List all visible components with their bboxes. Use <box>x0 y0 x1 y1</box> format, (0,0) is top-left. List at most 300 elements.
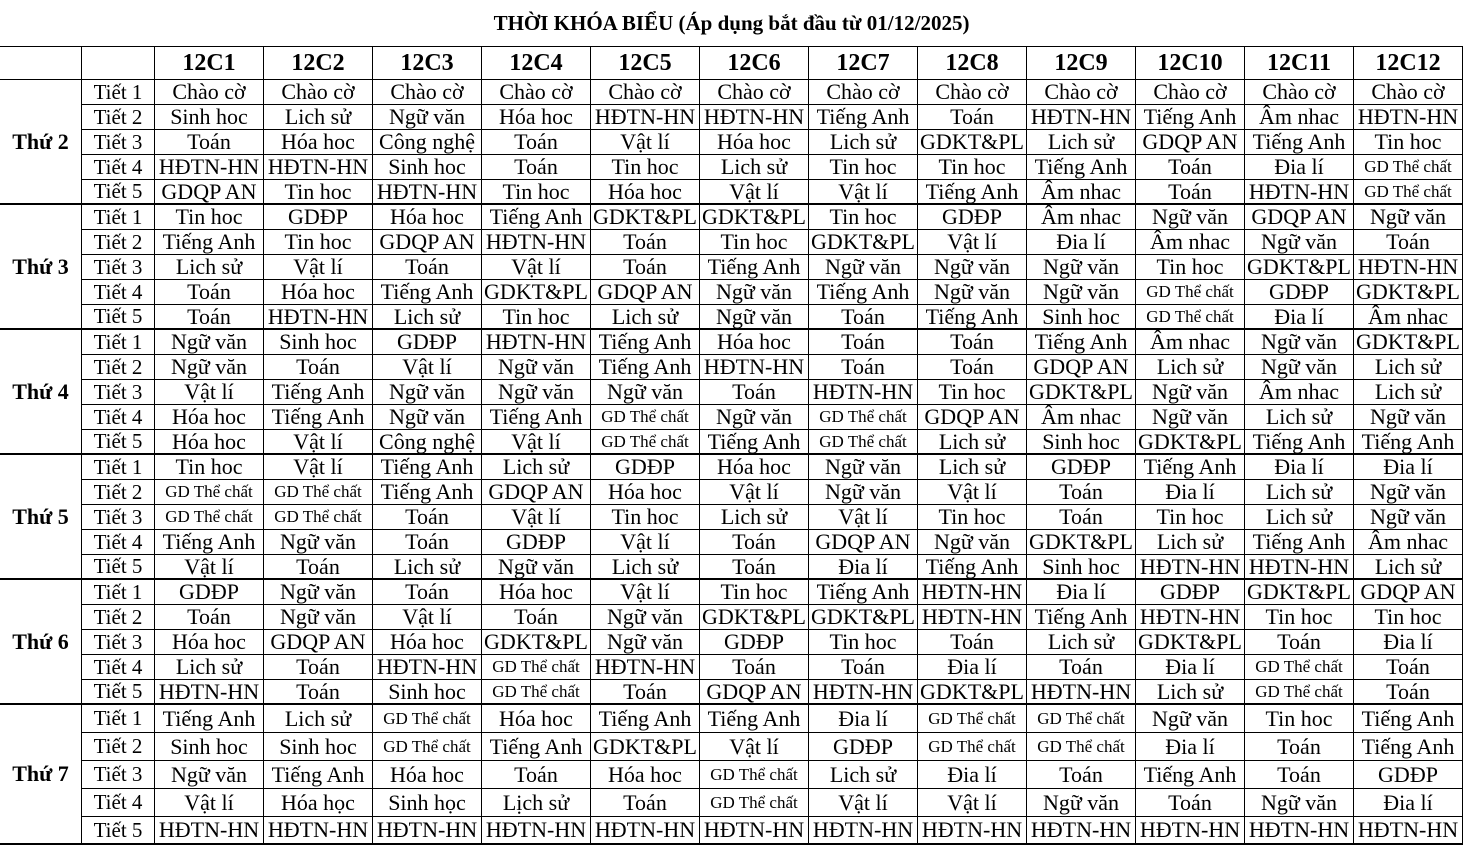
subject-cell: Ngữ văn <box>482 380 591 405</box>
subject-cell: HĐTN-HN <box>482 330 591 355</box>
subject-cell: Hóa hoc <box>482 105 591 130</box>
subject-cell: GDĐP <box>482 530 591 555</box>
subject-cell: GDQP AN <box>155 180 264 205</box>
subject-cell: Vật lí <box>482 255 591 280</box>
subject-cell: Vật lí <box>155 555 264 580</box>
subject-cell: Toán <box>155 305 264 330</box>
subject-cell: Tiếng Anh <box>918 305 1027 330</box>
subject-cell: Toán <box>809 330 918 355</box>
subject-cell: Lich sử <box>155 255 264 280</box>
class-header: 12C11 <box>1245 47 1354 80</box>
subject-cell: Lich sử <box>1027 630 1136 655</box>
subject-cell: Tin hoc <box>264 180 373 205</box>
subject-cell: Tin hoc <box>918 155 1027 180</box>
subject-cell: Tiếng Anh <box>1136 105 1245 130</box>
subject-cell: GDKT&PL <box>809 230 918 255</box>
subject-cell: HĐTN-HN <box>155 817 264 845</box>
subject-cell: Tin hoc <box>1245 705 1354 733</box>
subject-cell: Lich sử <box>591 555 700 580</box>
period-label: Tiết 3 <box>82 630 155 655</box>
subject-cell: Tiếng Anh <box>809 280 918 305</box>
subject-cell: GDQP AN <box>1354 580 1463 605</box>
subject-cell: GDKT&PL <box>1354 280 1463 305</box>
subject-cell: GD Thể chất <box>373 705 482 733</box>
subject-cell: Hóa hoc <box>482 705 591 733</box>
subject-cell: Sinh hoc <box>373 155 482 180</box>
subject-cell: Toán <box>700 530 809 555</box>
subject-cell: GDKT&PL <box>1245 255 1354 280</box>
subject-cell: Tiếng Anh <box>1354 733 1463 761</box>
subject-cell: GDQP AN <box>1027 355 1136 380</box>
subject-cell: Toán <box>918 105 1027 130</box>
subject-cell: Âm nhac <box>1136 330 1245 355</box>
subject-cell: Chào cờ <box>1136 80 1245 105</box>
class-header: 12C9 <box>1027 47 1136 80</box>
subject-cell: Tin hoc <box>700 580 809 605</box>
subject-cell: Lich sử <box>1136 680 1245 705</box>
subject-cell: Ngữ văn <box>1245 330 1354 355</box>
subject-cell: GD Thể chất <box>482 680 591 705</box>
subject-cell: Hóa hoc <box>155 630 264 655</box>
subject-cell: Toán <box>264 655 373 680</box>
subject-cell: Toán <box>809 355 918 380</box>
subject-cell: GDĐP <box>373 330 482 355</box>
subject-cell: Tiếng Anh <box>809 105 918 130</box>
subject-cell: Toán <box>918 355 1027 380</box>
subject-cell: Tiếng Anh <box>1027 605 1136 630</box>
subject-cell: Tiếng Anh <box>155 230 264 255</box>
subject-cell: Toán <box>155 605 264 630</box>
subject-cell: Hóa hoc <box>591 180 700 205</box>
subject-cell: Ngữ văn <box>918 530 1027 555</box>
subject-cell: HĐTN-HN <box>1027 105 1136 130</box>
class-header: 12C12 <box>1354 47 1463 80</box>
subject-cell: Đia lí <box>1354 455 1463 480</box>
period-label: Tiết 4 <box>82 655 155 680</box>
subject-cell: Tiếng Anh <box>155 705 264 733</box>
subject-cell: Tiếng Anh <box>1354 705 1463 733</box>
subject-cell: Sinh hoc <box>155 105 264 130</box>
subject-cell: GD Thể chất <box>1136 305 1245 330</box>
subject-cell: Đia lí <box>1027 580 1136 605</box>
subject-cell: Hóa hoc <box>155 405 264 430</box>
subject-cell: Âm nhac <box>1027 180 1136 205</box>
subject-cell: Ngữ văn <box>809 455 918 480</box>
subject-cell: Toán <box>918 330 1027 355</box>
subject-cell: Tin hoc <box>918 380 1027 405</box>
period-label: Tiết 2 <box>82 230 155 255</box>
subject-cell: Tin hoc <box>591 505 700 530</box>
class-header: 12C4 <box>482 47 591 80</box>
subject-cell: GDKT&PL <box>918 680 1027 705</box>
subject-cell: Toán <box>1354 680 1463 705</box>
subject-cell: Ngữ văn <box>1136 205 1245 230</box>
subject-cell: Tin hoc <box>1354 605 1463 630</box>
period-label: Tiết 3 <box>82 380 155 405</box>
subject-cell: Hóa hoc <box>591 480 700 505</box>
period-label: Tiết 3 <box>82 130 155 155</box>
subject-cell: HĐTN-HN <box>591 105 700 130</box>
subject-cell: GD Thể chất <box>1136 280 1245 305</box>
subject-cell: HĐTN-HN <box>1245 555 1354 580</box>
subject-cell: GDKT&PL <box>918 130 1027 155</box>
period-label: Tiết 5 <box>82 817 155 845</box>
subject-cell: GD Thể chất <box>155 480 264 505</box>
subject-cell: Chào cờ <box>591 80 700 105</box>
subject-cell: GDKT&PL <box>700 205 809 230</box>
subject-cell: Toán <box>482 761 591 789</box>
subject-cell: GDKT&PL <box>1027 530 1136 555</box>
subject-cell: Đia lí <box>1027 230 1136 255</box>
subject-cell: Tin hoc <box>1354 130 1463 155</box>
subject-cell: Hóa học <box>264 789 373 817</box>
period-label: Tiết 4 <box>82 280 155 305</box>
subject-cell: Lich sử <box>809 761 918 789</box>
subject-cell: Ngữ văn <box>1245 789 1354 817</box>
class-header: 12C5 <box>591 47 700 80</box>
subject-cell: Ngữ văn <box>1354 480 1463 505</box>
subject-cell: HĐTN-HN <box>700 817 809 845</box>
subject-cell: Chào cờ <box>809 80 918 105</box>
subject-cell: Toán <box>700 380 809 405</box>
subject-cell: GD Thể chất <box>1354 155 1463 180</box>
subject-cell: Ngữ văn <box>1136 380 1245 405</box>
subject-cell: Toán <box>1354 230 1463 255</box>
class-header: 12C6 <box>700 47 809 80</box>
subject-cell: HĐTN-HN <box>591 655 700 680</box>
day-label: Thứ 3 <box>0 205 82 330</box>
subject-cell: Tin hoc <box>155 205 264 230</box>
subject-cell: Toán <box>373 255 482 280</box>
subject-cell: GDKT&PL <box>1245 580 1354 605</box>
subject-cell: Toán <box>1245 733 1354 761</box>
subject-cell: Tiếng Anh <box>700 705 809 733</box>
subject-cell: Vật lí <box>809 505 918 530</box>
subject-cell: HĐTN-HN <box>700 355 809 380</box>
subject-cell: GDKT&PL <box>1354 330 1463 355</box>
day-label: Thứ 5 <box>0 455 82 580</box>
subject-cell: Tiếng Anh <box>482 733 591 761</box>
subject-cell: HĐTN-HN <box>809 380 918 405</box>
subject-cell: Đia lí <box>1354 789 1463 817</box>
subject-cell: Tin hoc <box>809 630 918 655</box>
subject-cell: GDQP AN <box>700 680 809 705</box>
period-label: Tiết 3 <box>82 761 155 789</box>
subject-cell: GDKT&PL <box>700 605 809 630</box>
subject-cell: Vật lí <box>591 580 700 605</box>
subject-cell: Vật lí <box>373 605 482 630</box>
subject-cell: Âm nhac <box>1027 405 1136 430</box>
subject-cell: Toán <box>1136 789 1245 817</box>
subject-cell: Tiếng Anh <box>264 380 373 405</box>
subject-cell: Toán <box>264 680 373 705</box>
subject-cell: GDKT&PL <box>482 630 591 655</box>
subject-cell: Toán <box>1354 655 1463 680</box>
subject-cell: Tiếng Anh <box>1245 130 1354 155</box>
subject-cell: Lich sử <box>700 505 809 530</box>
subject-cell: GD Thể chất <box>1027 705 1136 733</box>
subject-cell: HĐTN-HN <box>1027 680 1136 705</box>
subject-cell: HĐTN-HN <box>1354 105 1463 130</box>
subject-cell: Toán <box>591 230 700 255</box>
subject-cell: Toán <box>1136 180 1245 205</box>
subject-cell: Toán <box>373 530 482 555</box>
subject-cell: Vật lí <box>264 455 373 480</box>
subject-cell: Tiếng Anh <box>1136 761 1245 789</box>
subject-cell: GDĐP <box>700 630 809 655</box>
subject-cell: GD Thể chất <box>1245 655 1354 680</box>
subject-cell: Tiếng Anh <box>373 480 482 505</box>
subject-cell: Toán <box>482 155 591 180</box>
subject-cell: HĐTN-HN <box>373 655 482 680</box>
subject-cell: Tiếng Anh <box>264 405 373 430</box>
subject-cell: Ngữ văn <box>264 605 373 630</box>
day-label: Thứ 7 <box>0 705 82 845</box>
subject-cell: Ngữ văn <box>1245 355 1354 380</box>
subject-cell: GD Thể chất <box>1245 680 1354 705</box>
subject-cell: HĐTN-HN <box>918 605 1027 630</box>
subject-cell: Lich sử <box>373 305 482 330</box>
subject-cell: Hóa hoc <box>264 130 373 155</box>
subject-cell: GD Thể chất <box>918 705 1027 733</box>
subject-cell: Vật lí <box>700 480 809 505</box>
subject-cell: Hóa hoc <box>264 280 373 305</box>
subject-cell: GDKT&PL <box>482 280 591 305</box>
subject-cell: GDQP AN <box>809 530 918 555</box>
subject-cell: Đia lí <box>1245 455 1354 480</box>
subject-cell: Tin hoc <box>591 155 700 180</box>
subject-cell: Vật lí <box>373 355 482 380</box>
subject-cell: Hóa hoc <box>700 330 809 355</box>
subject-cell: GDQP AN <box>918 405 1027 430</box>
subject-cell: Đia lí <box>1136 733 1245 761</box>
subject-cell: Tiếng Anh <box>1245 530 1354 555</box>
subject-cell: GDĐP <box>264 205 373 230</box>
subject-cell: Sinh hoc <box>155 733 264 761</box>
class-header: 12C7 <box>809 47 918 80</box>
subject-cell: Vật lí <box>918 789 1027 817</box>
subject-cell: Vật lí <box>591 530 700 555</box>
subject-cell: Tiếng Anh <box>591 705 700 733</box>
subject-cell: Hóa hoc <box>700 455 809 480</box>
subject-cell: Chào cờ <box>700 80 809 105</box>
subject-cell: Lich sử <box>1245 480 1354 505</box>
day-label: Thứ 4 <box>0 330 82 455</box>
subject-cell: GD Thể chất <box>373 733 482 761</box>
period-label: Tiết 1 <box>82 455 155 480</box>
subject-cell: GDĐP <box>1027 455 1136 480</box>
subject-cell: HĐTN-HN <box>155 155 264 180</box>
subject-cell: Chào cờ <box>918 80 1027 105</box>
subject-cell: Ngữ văn <box>918 280 1027 305</box>
subject-cell: GD Thể chất <box>591 405 700 430</box>
subject-cell: Lich sử <box>373 555 482 580</box>
subject-cell: HĐTN-HN <box>918 580 1027 605</box>
subject-cell: Toán <box>1027 761 1136 789</box>
subject-cell: Lich sử <box>918 430 1027 455</box>
period-label: Tiết 3 <box>82 505 155 530</box>
class-header: 12C1 <box>155 47 264 80</box>
subject-cell: Vật lí <box>155 380 264 405</box>
period-label: Tiết 5 <box>82 555 155 580</box>
period-label: Tiết 4 <box>82 405 155 430</box>
subject-cell: Hóa hoc <box>482 580 591 605</box>
subject-cell: Tiếng Anh <box>1027 330 1136 355</box>
subject-cell: Sinh hoc <box>1027 555 1136 580</box>
subject-cell: Toán <box>155 280 264 305</box>
subject-cell: Tin hoc <box>700 230 809 255</box>
period-label: Tiết 3 <box>82 255 155 280</box>
subject-cell: GDQP AN <box>591 280 700 305</box>
subject-cell: Chào cờ <box>1245 80 1354 105</box>
period-label: Tiết 1 <box>82 205 155 230</box>
subject-cell: Ngữ văn <box>700 280 809 305</box>
subject-cell: HĐTN-HN <box>1027 817 1136 845</box>
subject-cell: HĐTN-HN <box>264 817 373 845</box>
subject-cell: Vật lí <box>264 430 373 455</box>
subject-cell: Ngữ văn <box>809 480 918 505</box>
subject-cell: Lich sử <box>918 455 1027 480</box>
subject-cell: Chào cờ <box>155 80 264 105</box>
period-label: Tiết 1 <box>82 705 155 733</box>
subject-cell: Ngữ văn <box>1136 705 1245 733</box>
subject-cell: GD Thể chất <box>700 761 809 789</box>
subject-cell: Lich sử <box>264 705 373 733</box>
subject-cell: Công nghệ <box>373 430 482 455</box>
subject-cell: Tin hoc <box>918 505 1027 530</box>
subject-cell: Đia lí <box>1136 480 1245 505</box>
subject-cell: Vật lí <box>155 789 264 817</box>
subject-cell: Lich sử <box>591 305 700 330</box>
period-label: Tiết 2 <box>82 605 155 630</box>
subject-cell: HĐTN-HN <box>809 680 918 705</box>
subject-cell: GDQP AN <box>1245 205 1354 230</box>
subject-cell: Lich sử <box>1354 555 1463 580</box>
subject-cell: Toán <box>1027 505 1136 530</box>
subject-cell: Ngữ văn <box>482 355 591 380</box>
subject-cell: Ngữ văn <box>700 405 809 430</box>
subject-cell: GDKT&PL <box>591 205 700 230</box>
period-label: Tiết 1 <box>82 330 155 355</box>
subject-cell: Đia lí <box>918 761 1027 789</box>
subject-cell: Đia lí <box>1245 155 1354 180</box>
class-header: 12C10 <box>1136 47 1245 80</box>
subject-cell: Vật lí <box>591 130 700 155</box>
subject-cell: Âm nhac <box>1354 530 1463 555</box>
subject-cell: Ngữ văn <box>700 305 809 330</box>
subject-cell: Ngữ văn <box>1245 230 1354 255</box>
subject-cell: Toán <box>809 305 918 330</box>
subject-cell: Sinh hoc <box>373 680 482 705</box>
subject-cell: Toán <box>373 580 482 605</box>
subject-cell: HĐTN-HN <box>591 817 700 845</box>
subject-cell: Hóa hoc <box>373 630 482 655</box>
class-header: 12C3 <box>373 47 482 80</box>
header-corner <box>0 47 82 80</box>
subject-cell: Ngữ văn <box>373 105 482 130</box>
subject-cell: HĐTN-HN <box>264 155 373 180</box>
period-label: Tiết 2 <box>82 480 155 505</box>
subject-cell: Sinh học <box>373 789 482 817</box>
subject-cell: GDKT&PL <box>809 605 918 630</box>
timetable-grid <box>0 46 1463 841</box>
subject-cell: GDĐP <box>1136 580 1245 605</box>
subject-cell: Lich sử <box>1027 130 1136 155</box>
subject-cell: Tin hoc <box>809 155 918 180</box>
subject-cell: Tin hoc <box>482 180 591 205</box>
subject-cell: Toán <box>591 789 700 817</box>
subject-cell: GDKT&PL <box>1136 630 1245 655</box>
subject-cell: GDKT&PL <box>591 733 700 761</box>
subject-cell: GD Thể chất <box>700 789 809 817</box>
subject-cell: Tin hoc <box>482 305 591 330</box>
subject-cell: GDKT&PL <box>1027 380 1136 405</box>
subject-cell: Công nghệ <box>373 130 482 155</box>
subject-cell: Sinh hoc <box>1027 430 1136 455</box>
subject-cell: Lich sử <box>1354 355 1463 380</box>
subject-cell: Ngữ văn <box>264 580 373 605</box>
subject-cell: Ngữ văn <box>482 555 591 580</box>
subject-cell: Tin hoc <box>155 455 264 480</box>
subject-cell: Lich sử <box>1136 530 1245 555</box>
subject-cell: GD Thể chất <box>1354 180 1463 205</box>
subject-cell: Ngữ văn <box>155 761 264 789</box>
subject-cell: GDĐP <box>1354 761 1463 789</box>
subject-cell: Tiếng Anh <box>482 205 591 230</box>
period-label: Tiết 1 <box>82 80 155 105</box>
subject-cell: GDKT&PL <box>1136 430 1245 455</box>
subject-cell: Sinh hoc <box>1027 305 1136 330</box>
class-header: 12C2 <box>264 47 373 80</box>
subject-cell: Ngữ văn <box>591 605 700 630</box>
subject-cell: GD Thể chất <box>1027 733 1136 761</box>
day-label: Thứ 6 <box>0 580 82 705</box>
subject-cell: Ngữ văn <box>591 380 700 405</box>
subject-cell: HĐTN-HN <box>373 180 482 205</box>
subject-cell: Toán <box>918 630 1027 655</box>
subject-cell: Chào cờ <box>482 80 591 105</box>
subject-cell: Ngữ văn <box>373 405 482 430</box>
subject-cell: Hóa hoc <box>373 761 482 789</box>
subject-cell: Tiếng Anh <box>373 455 482 480</box>
subject-cell: Chào cờ <box>1027 80 1136 105</box>
subject-cell: Tiếng Anh <box>591 330 700 355</box>
subject-cell: Toán <box>809 655 918 680</box>
subject-cell: HĐTN-HN <box>1245 180 1354 205</box>
subject-cell: Toán <box>1245 630 1354 655</box>
period-label: Tiết 2 <box>82 733 155 761</box>
subject-cell: Toán <box>591 680 700 705</box>
subject-cell: Toán <box>482 605 591 630</box>
subject-cell: Hóa hoc <box>700 130 809 155</box>
subject-cell: Sinh hoc <box>264 330 373 355</box>
subject-cell: Lich sử <box>482 455 591 480</box>
subject-cell: GDQP AN <box>1136 130 1245 155</box>
period-label: Tiết 4 <box>82 789 155 817</box>
subject-cell: Lich sử <box>155 655 264 680</box>
subject-cell: Âm nhac <box>1354 305 1463 330</box>
period-label: Tiết 5 <box>82 305 155 330</box>
subject-cell: Hóa hoc <box>155 430 264 455</box>
subject-cell: Sinh hoc <box>264 733 373 761</box>
subject-cell: Ngữ văn <box>155 355 264 380</box>
day-label: Thứ 2 <box>0 80 82 205</box>
subject-cell: Lich sử <box>809 130 918 155</box>
subject-cell: HĐTN-HN <box>1354 255 1463 280</box>
subject-cell: Tin hoc <box>809 205 918 230</box>
subject-cell: HĐTN-HN <box>482 817 591 845</box>
subject-cell: GDĐP <box>591 455 700 480</box>
